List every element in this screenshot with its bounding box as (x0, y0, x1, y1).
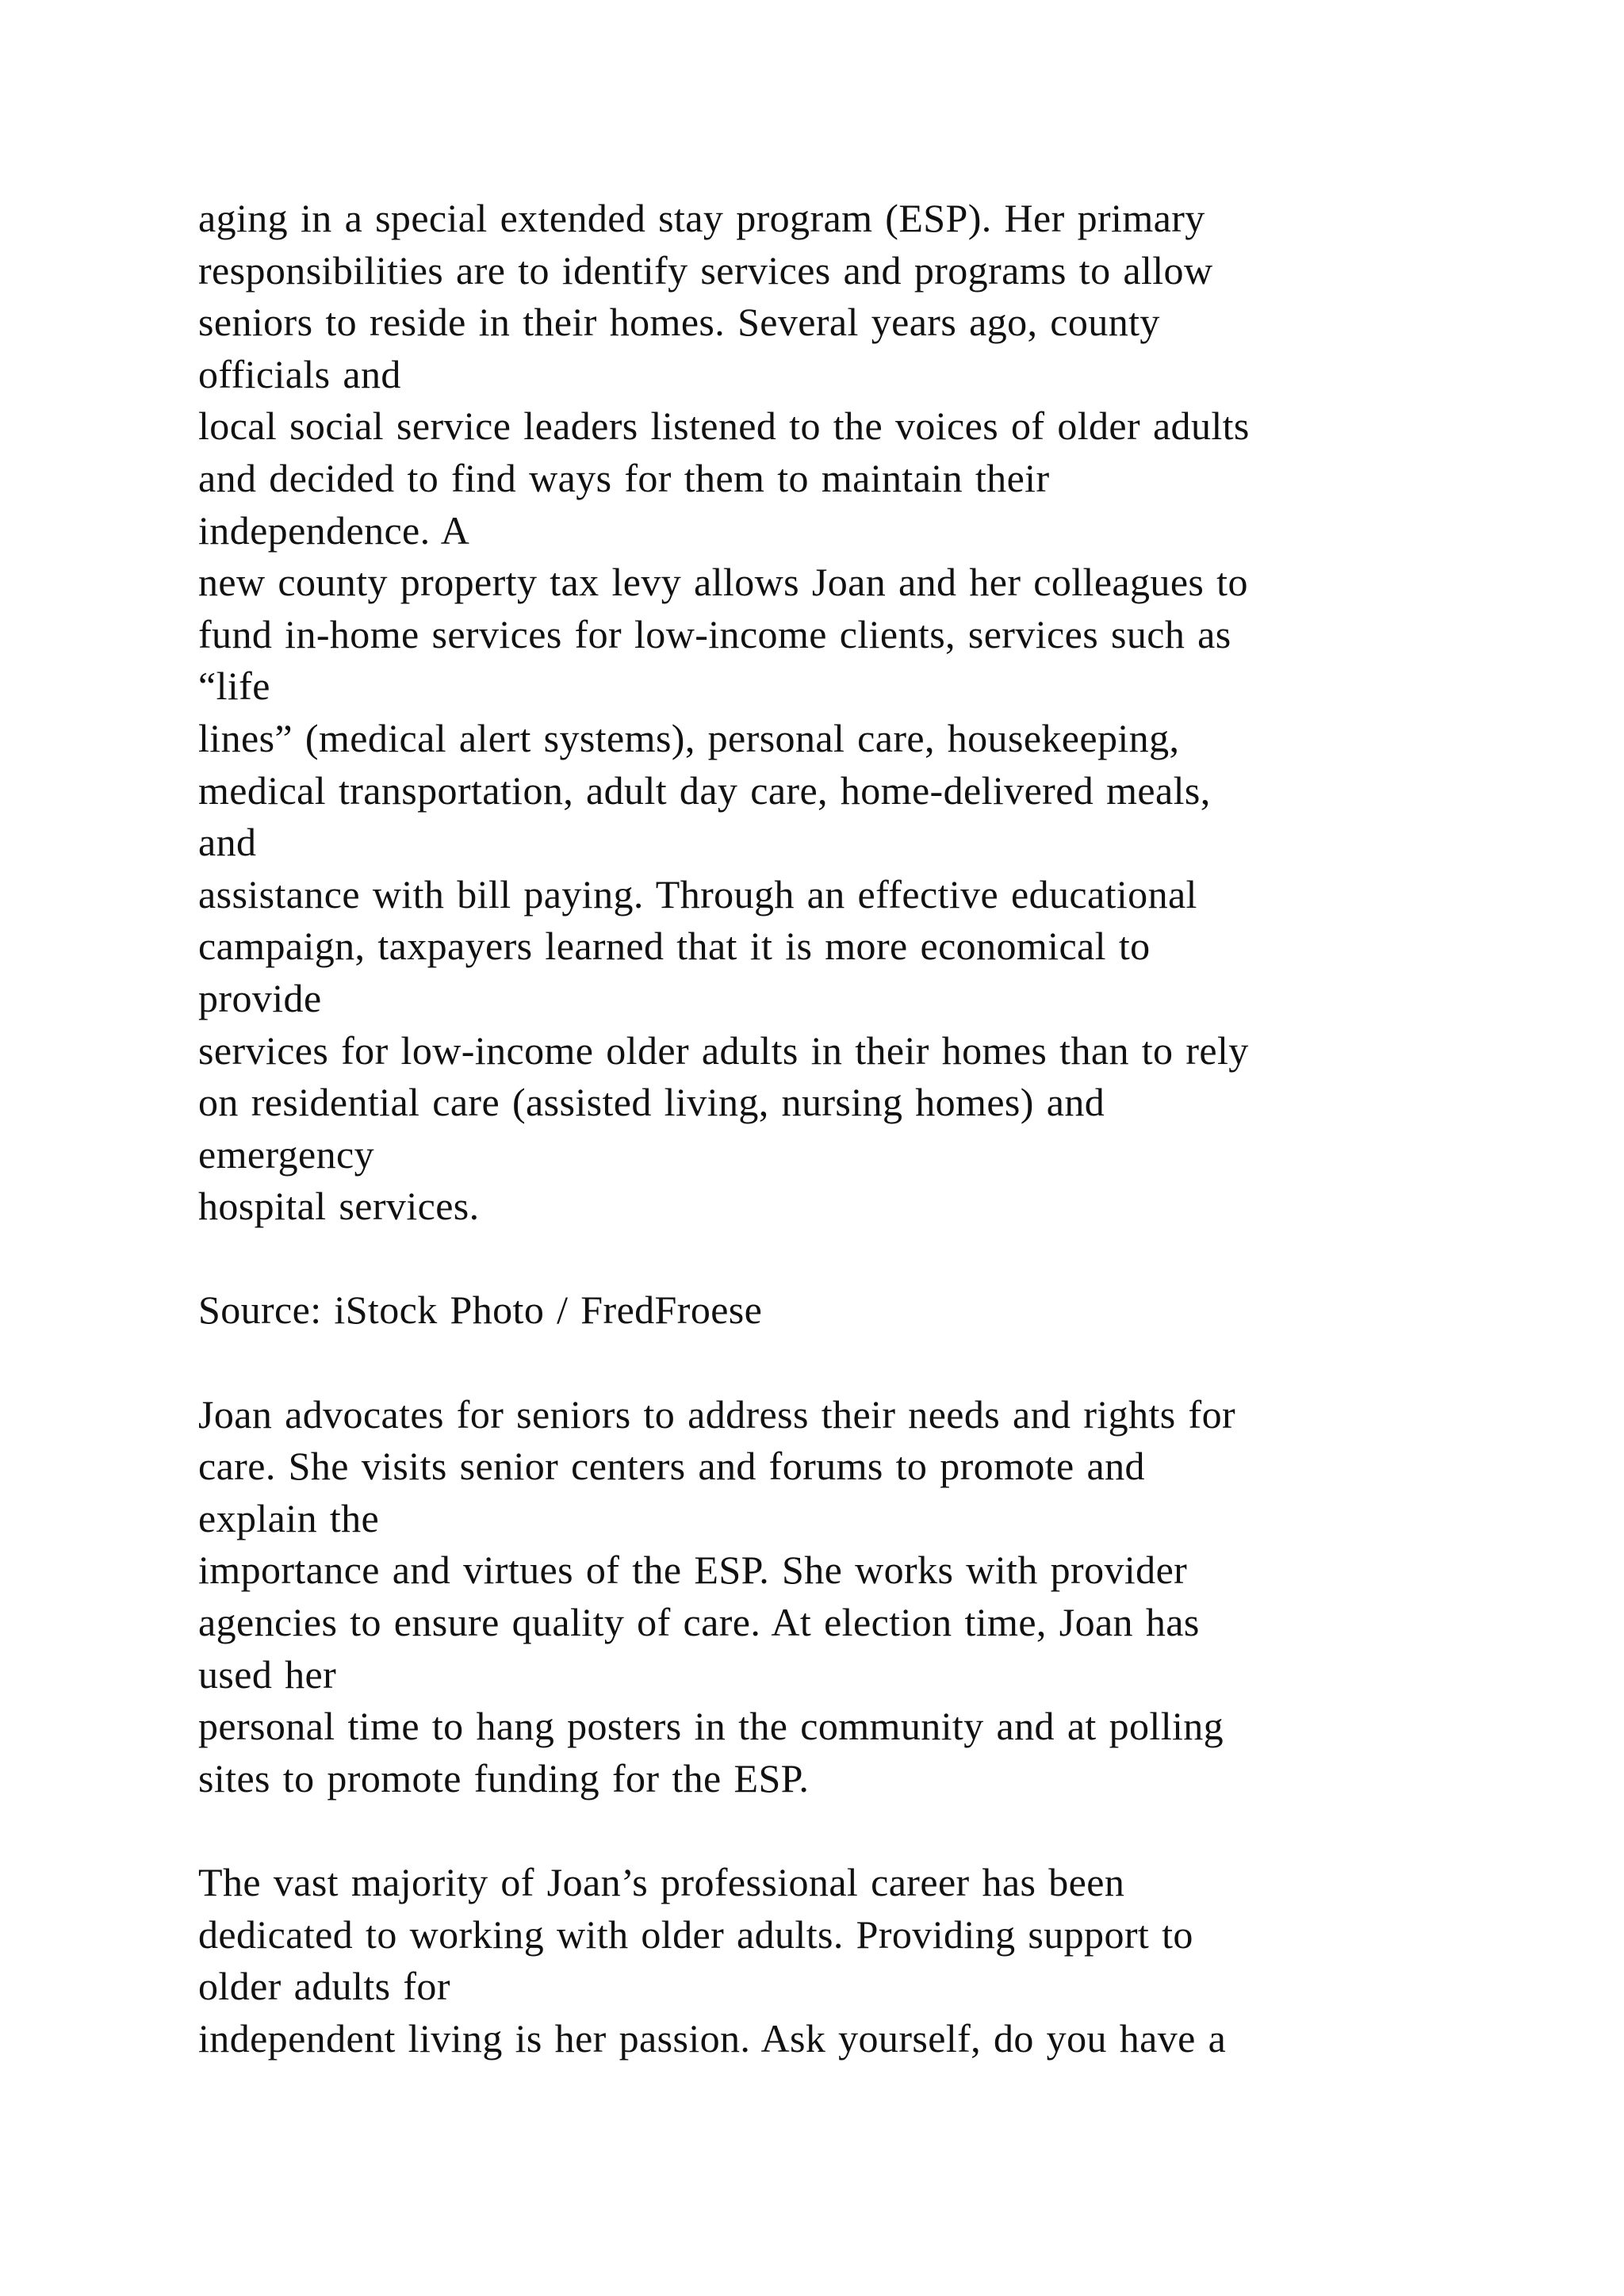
text-line: local social service leaders listened to the voices of older adults (198, 404, 1250, 449)
text-line: agencies to ensure quality of care. At election time, Joan has (198, 1600, 1200, 1645)
text-line: used her (198, 1651, 337, 1697)
text-line: care. She visits senior centers and forums to promote and (198, 1444, 1145, 1489)
paragraph-joan-advocacy (198, 1389, 1499, 1805)
text-line: “life (198, 664, 270, 709)
text-line: older adults for (198, 1964, 450, 2009)
text-line: services for low-income older adults in their homes than to rely (198, 1027, 1249, 1073)
text-line: hospital services. (198, 1184, 480, 1229)
paragraph-esp-program (198, 193, 1499, 1233)
text-line: on residential care (assisted living, nursing homes) and (198, 1080, 1105, 1125)
text-line: emergency (198, 1131, 375, 1177)
paragraph-spacer (198, 1233, 1499, 1285)
text-line: Joan advocates for seniors to address their needs and rights for (198, 1391, 1236, 1437)
text-line: new county property tax levy allows Joan and her colleagues to (198, 560, 1248, 605)
paragraph-spacer (198, 1804, 1499, 1857)
text-line: and decided to find ways for them to maintain their (198, 455, 1050, 500)
text-line: campaign, taxpayers learned that it is more economical to (198, 924, 1151, 969)
text-line: officials and (198, 351, 401, 396)
text-line: lines” (medical alert systems), personal care, housekeeping, (198, 715, 1180, 760)
text-line: importance and virtues of the ESP. She works with provider (198, 1548, 1188, 1593)
text-line: fund in-home services for low-income clients, services such as (198, 611, 1231, 656)
text-line: sites to promote funding for the ESP. (198, 1755, 810, 1800)
text-line: independence. A (198, 507, 470, 553)
document-body (198, 193, 1499, 2064)
text-line: explain the (198, 1495, 380, 1540)
text-line: The vast majority of Joan’s professional career has been (198, 1860, 1125, 1904)
text-line: assistance with bill paying. Through an effective educational (198, 871, 1197, 916)
text-line: Source: iStock Photo / FredFroese (198, 1288, 763, 1333)
text-line: personal time to hang posters in the community and at polling (198, 1704, 1224, 1749)
text-line: responsibilities are to identify services and programs to allow (198, 247, 1213, 293)
text-line: independent living is her passion. Ask yourself, do you have a (198, 2015, 1227, 2061)
text-line: medical transportation, adult day care, home-delivered meals, (198, 767, 1211, 813)
text-line: aging in a special extended stay program (ESP). Her primary (198, 196, 1205, 240)
text-line: and (198, 820, 257, 865)
paragraph-spacer (198, 1337, 1499, 1389)
text-line: seniors to reside in their homes. Several years ago, county (198, 300, 1160, 345)
image-source-credit (198, 1284, 1499, 1337)
paragraph-joan-career (198, 1857, 1499, 2064)
text-line: provide (198, 975, 322, 1020)
text-line: dedicated to working with older adults. Providing support to (198, 1911, 1193, 1957)
